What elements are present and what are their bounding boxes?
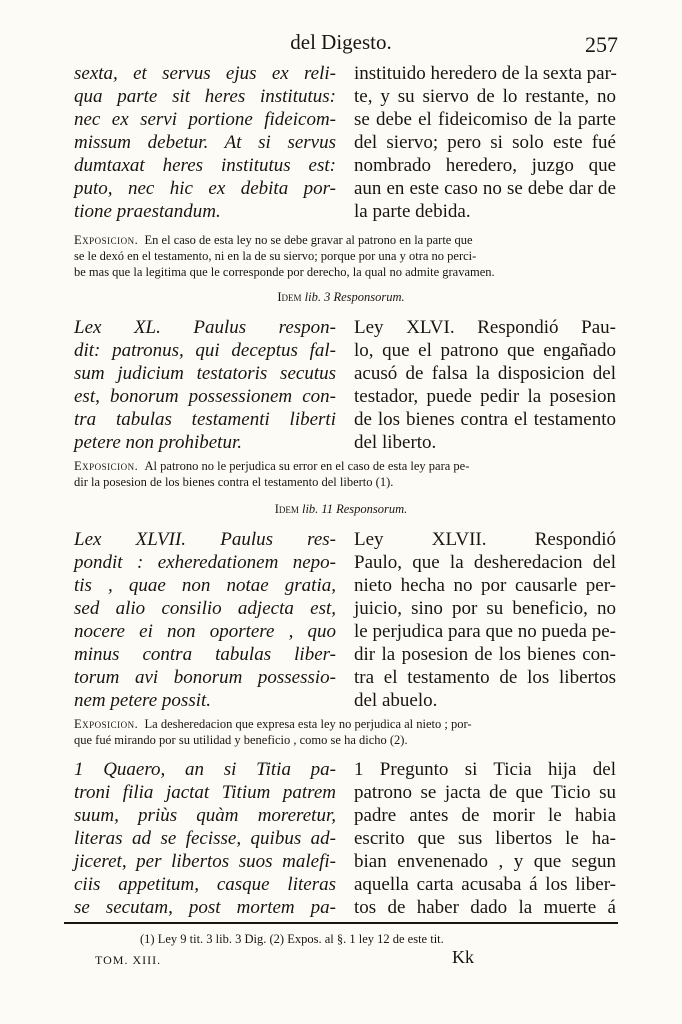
source-lib: lib. 3 Responsorum. [304, 290, 405, 304]
exposicion-line: dir la posesion de los bienes contra el testamento del liberto (1). [74, 475, 394, 489]
latin-line: nem petere possit. [74, 690, 212, 711]
latin-line: literas ad se fecisse, quibus ad- [74, 828, 336, 849]
section-4 [74, 758, 616, 920]
latin-line: petere non prohibetur. [74, 432, 242, 453]
source-citation-1 [0, 290, 682, 305]
latin-line: dumtaxat heres institutus est: [74, 155, 336, 176]
latin-line: puto, nec hic ex debita por- [74, 178, 336, 199]
latin-line: nec ex servi portione fideicom- [74, 109, 336, 130]
source-lib: lib. 11 Responsorum. [301, 502, 408, 516]
latin-line: torum avi bonorum possessio- [74, 667, 336, 688]
running-title: del Digesto. [290, 30, 392, 54]
spanish-line: tra el testamento de los libertos [354, 667, 616, 688]
exposicion-line: se le dexó en el testamento, ni en la de su siervo; porque por una y otra no perci- [74, 249, 477, 263]
spanish-line: nieto hecha no por causarle per- [354, 575, 616, 596]
exposicion-label: Exposicion. [74, 459, 139, 473]
spanish-line: te, y su siervo de lo restante, no [354, 86, 616, 107]
footnotes: (1) Ley 9 tit. 3 lib. 3 Dig. (2) Expos. al §. 1 ley 12 de este tit. [140, 932, 444, 946]
spanish-line: juicio, sino por su beneficio, no [354, 598, 616, 619]
exposicion-1 [74, 232, 616, 280]
latin-line: dit: patronus, qui deceptus fal- [74, 340, 336, 361]
spanish-line: del siervo; pero si solo este fué [354, 132, 616, 153]
latin-line: tione praestandum. [74, 201, 221, 222]
spanish-line: patrono se jacta de que Ticio su [354, 782, 616, 803]
latin-line: tra tabulas testamenti liberti [74, 409, 336, 430]
latin-column [74, 316, 336, 454]
spanish-column [354, 528, 616, 712]
spanish-line: de los bienes contra el testamento [354, 409, 616, 430]
latin-line: sum judicium testatoris secutus [74, 363, 336, 384]
source-idem: Idem [274, 502, 299, 516]
exposicion-line: Al patrono no le perjudica su error en el caso de esta ley para pe- [144, 459, 470, 473]
spanish-line: tos de haber dado la muerte á [354, 897, 616, 918]
exposicion-label: Exposicion. [74, 717, 139, 731]
section-3 [74, 528, 616, 713]
spanish-line: la parte debida. [354, 201, 471, 222]
footnote-rule [64, 922, 618, 924]
exposicion-label: Exposicion. [74, 233, 139, 247]
section-1 [74, 62, 616, 227]
latin-line: ciis appetitum, casque literas [74, 874, 336, 895]
spanish-line: aun en este caso no se debe dar de [354, 178, 616, 199]
spanish-column [354, 316, 616, 454]
exposicion-3 [74, 716, 616, 748]
spanish-line: lo, que el patrono que engañado [354, 340, 616, 361]
spanish-line: del liberto. [354, 432, 437, 453]
latin-line: jiceret, per libertos suos malefi- [74, 851, 336, 872]
spanish-line: nombrado heredero, juzgo que [354, 155, 616, 176]
spanish-line: Ley XLVII. Respondió [354, 529, 616, 550]
latin-line: se secutam, post mortem pa- [74, 897, 336, 918]
spanish-line: instituido heredero de la sexta par- [354, 63, 617, 84]
spanish-line: le perjudica para que no pueda pe- [354, 621, 616, 642]
exposicion-line: que fué mirando por su utilidad y beneficio , como se ha dicho (2). [74, 733, 408, 747]
page-number: 257 [585, 32, 618, 57]
exposicion-line: La desheredacion que expresa esta ley no perjudica al nieto ; por- [144, 717, 472, 731]
spanish-line: del abuelo. [354, 690, 438, 711]
latin-line: troni filia jactat Titium patrem [74, 782, 336, 803]
exposicion-line: be mas que la legitima que le corresponde por derecho, la qual no admite gravamen. [74, 265, 495, 279]
latin-column [74, 528, 336, 712]
exposicion-line: En el caso de esta ley no se debe gravar al patrono en la parte que [144, 233, 473, 247]
spanish-line: escrito que sus libertos le ha- [354, 828, 616, 849]
source-idem: Idem [277, 290, 302, 304]
source-citation-2 [0, 502, 682, 517]
spanish-line: testador, puede pedir la posesion [354, 386, 616, 407]
latin-column [74, 758, 336, 919]
latin-line: qua parte sit heres institutus: [74, 86, 336, 107]
spanish-line: padre antes de morir le habia [354, 805, 616, 826]
spanish-line: bian envenenado , y que segun [354, 851, 616, 872]
spanish-line: Paulo, que la desheredacion del [354, 552, 616, 573]
latin-line: sexta, et servus ejus ex reli- [74, 63, 336, 84]
spanish-line: acusó de falsa la disposicion del [354, 363, 616, 384]
latin-column [74, 62, 336, 223]
spanish-line: dir la posesion de los bienes con- [354, 644, 616, 665]
tome-label: TOM. XIII. [95, 953, 162, 967]
spanish-line: Ley XLVI. Respondió Pau- [354, 317, 616, 338]
latin-line: sed alio consilio adjecta est, [74, 598, 336, 619]
latin-line: nocere ei non oportere , quo [74, 621, 336, 642]
latin-line: minus contra tabulas liber- [74, 644, 336, 665]
signature-mark: Kk [452, 947, 474, 967]
latin-line: suum, priùs quàm moreretur, [74, 805, 336, 826]
latin-line: Lex XLVII. Paulus res- [74, 529, 336, 550]
latin-line: est, bonorum possessionem con- [74, 386, 336, 407]
spanish-line: 1 Pregunto si Ticia hija del [354, 759, 616, 780]
section-2 [74, 316, 616, 456]
exposicion-2 [74, 458, 616, 490]
spanish-line: aquella carta acusaba á los liber- [354, 874, 616, 895]
spanish-column [354, 758, 616, 919]
latin-line: Lex XL. Paulus respon- [74, 317, 336, 338]
latin-line: tis , quae non notae gratia, [74, 575, 336, 596]
latin-line: 1 Quaero, an si Titia pa- [74, 759, 336, 780]
latin-line: missum debetur. At si servus [74, 132, 336, 153]
latin-line: pondit : exheredationem nepo- [74, 552, 336, 573]
spanish-line: se debe el fideicomiso de la parte [354, 109, 616, 130]
spanish-column [354, 62, 616, 223]
